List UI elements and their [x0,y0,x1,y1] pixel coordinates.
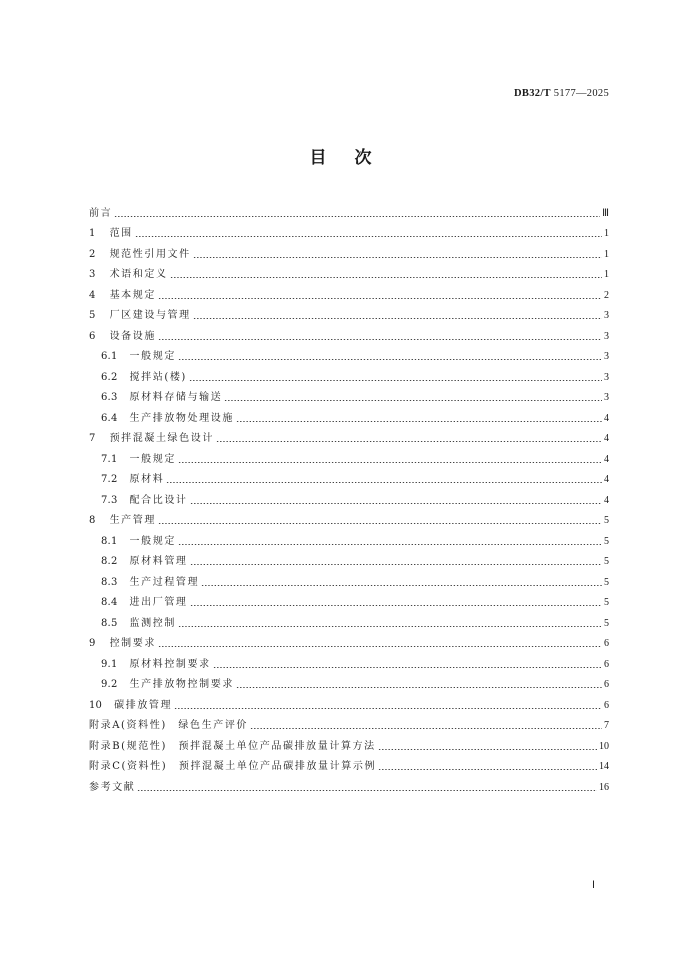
toc-entry-number: 6 [89,330,96,342]
toc-entry[interactable] [89,732,609,753]
dot-leader [190,564,602,565]
dot-leader [378,769,597,770]
toc-entry-number: 8.4 [101,597,118,608]
toc-entry-page: 4 [604,474,609,485]
toc-entry-page: 7 [604,720,609,731]
toc-entry-title: 一般规定 [129,535,176,547]
dot-leader [216,441,602,442]
toc-entry[interactable] [89,199,609,220]
toc-entry-title: 附录B(规范性) 预拌混凝土单位产品碳排放量计算方法 [89,740,376,752]
toc-entry[interactable] [89,466,609,487]
page-number: Ⅰ [592,880,595,891]
toc-entry-title: 设备设施 [109,330,156,342]
toc-entry-number: 8 [89,515,96,526]
toc-entry[interactable] [89,753,609,774]
toc-entry-page: 4 [604,494,609,506]
toc-entry[interactable] [89,630,609,651]
toc-entry-number: 9 [89,638,96,649]
toc-entry-title: 碳排放管理 [114,699,173,711]
toc-entry[interactable] [89,650,609,671]
toc-entry-number: 6.3 [101,392,118,403]
dot-leader [250,728,602,729]
toc-entry[interactable] [89,384,609,405]
standard-code: 5177—2025 [553,88,609,99]
toc-entry-number: 7.3 [101,494,118,506]
toc-entry-number: 7.1 [101,453,118,465]
toc-entry[interactable] [89,589,609,610]
toc-entry-title: 预拌混凝土绿色设计 [109,433,214,444]
toc-entry-title: 进出厂管理 [129,597,188,608]
toc-entry-title: 范围 [109,228,133,239]
toc-entry[interactable] [89,425,609,446]
toc-entry-page: 6 [604,679,609,690]
toc-entry-title: 生产管理 [109,515,156,526]
toc-entry[interactable] [89,404,609,425]
toc-entry-page: 1 [604,269,609,280]
toc-entry-title: 参考文献 [89,781,136,793]
toc-entry-page: 1 [604,228,609,239]
toc-entry-number: 6.2 [101,371,118,383]
toc-entry-title: 原材料控制要求 [129,658,211,670]
dot-leader [174,708,602,709]
toc-entry-page: 5 [604,576,609,588]
toc-entry[interactable] [89,302,609,323]
toc-entry-page: 4 [604,453,609,465]
toc-entry-number: 9.2 [101,679,118,690]
dot-leader [193,257,602,258]
toc-entry[interactable] [89,712,609,733]
toc-entry-title: 规范性引用文件 [109,248,191,260]
toc-entry-page: 6 [604,638,609,649]
dot-leader [178,462,602,463]
toc-entry-number: 6.4 [101,412,118,424]
toc-entry-page: 6 [604,699,609,711]
toc-entry-number: 5 [89,310,96,321]
toc-entry-page: 5 [604,597,609,608]
toc-entry-page: 5 [604,617,609,629]
toc-entry-title: 搅拌站(楼) [129,371,187,383]
toc-entry-title: 附录A(资料性) 绿色生产评价 [89,720,249,731]
toc-entry-title: 控制要求 [109,638,156,649]
toc-entry-title: 生产排放物处理设施 [129,412,234,424]
toc-entry-page: 1 [604,248,609,260]
toc-entry[interactable] [89,691,609,712]
toc-entry-number: 8.1 [101,535,118,547]
toc-entry-number: 4 [89,289,96,301]
dot-leader [213,667,602,668]
toc-entry-page: 5 [604,515,609,526]
toc-entry-page: 10 [599,740,609,752]
toc-entry[interactable] [89,773,609,794]
table-of-contents [89,199,609,794]
toc-entry-title: 前言 [89,207,113,219]
toc-entry-title: 生产过程管理 [129,576,200,588]
dot-leader [224,400,602,401]
toc-entry-number: 8.3 [101,576,118,588]
toc-entry-number: 10 [89,699,103,711]
dot-leader [137,790,597,791]
toc-entry-page: 2 [604,289,609,301]
toc-entry[interactable] [89,609,609,630]
toc-entry-page: 6 [604,658,609,670]
toc-title: 目次 [309,148,400,168]
toc-entry[interactable] [89,568,609,589]
dot-leader [189,380,602,381]
toc-entry-title: 原材料管理 [129,556,188,567]
toc-entry-number: 6.1 [101,351,118,362]
toc-entry-title: 配合比设计 [129,494,188,506]
toc-entry-title: 一般规定 [129,453,176,465]
toc-entry-title: 厂区建设与管理 [109,310,191,321]
dot-leader [170,277,602,278]
toc-entry[interactable] [89,486,609,507]
standard-prefix: DB32/T [514,88,551,99]
dot-leader [178,626,602,627]
dot-leader [190,503,602,504]
dot-leader [178,544,602,545]
toc-entry-title: 原材料存储与输送 [129,392,223,403]
toc-entry[interactable] [89,527,609,548]
toc-entry[interactable] [89,507,609,528]
toc-entry-page: 4 [604,412,609,424]
toc-entry-number: 3 [89,269,96,280]
toc-entry-number: 1 [89,228,96,239]
dot-leader [158,523,602,524]
toc-entry[interactable] [89,322,609,343]
toc-entry-number: 7 [89,433,96,444]
toc-entry[interactable] [89,240,609,261]
dot-leader [135,236,602,237]
toc-entry-page: 3 [604,371,609,383]
toc-entry-number: 2 [89,248,96,260]
dot-leader [193,318,602,319]
toc-entry[interactable] [89,220,609,241]
toc-entry-page: Ⅲ [602,207,609,219]
toc-entry-title: 基本规定 [109,289,156,301]
toc-entry[interactable] [89,445,609,466]
toc-entry-page: 14 [599,761,609,772]
dot-leader [158,646,602,647]
dot-leader [190,605,602,606]
toc-entry[interactable] [89,343,609,364]
toc-entry-title: 一般规定 [129,351,176,362]
toc-entry-number: 7.2 [101,474,118,485]
toc-entry[interactable] [89,671,609,692]
toc-entry[interactable] [89,363,609,384]
dot-leader [158,339,602,340]
toc-entry-title: 监测控制 [129,617,176,629]
toc-entry[interactable] [89,261,609,282]
toc-entry-page: 5 [604,535,609,547]
dot-leader [378,749,597,750]
toc-entry-title: 原材料 [129,474,165,485]
toc-entry-page: 3 [604,310,609,321]
dot-leader [166,482,602,483]
dot-leader [114,216,600,217]
toc-entry-page: 3 [604,351,609,362]
dot-leader [178,359,602,360]
dot-leader [236,687,602,688]
toc-entry-page: 5 [604,556,609,567]
toc-entry-title: 附录C(资料性) 预拌混凝土单位产品碳排放量计算示例 [89,761,377,772]
dot-leader [236,421,602,422]
dot-leader [158,298,602,299]
toc-entry-number: 9.1 [101,658,118,670]
toc-entry-page: 3 [604,392,609,403]
standard-number [514,88,609,99]
toc-entry-page: 4 [604,433,609,444]
toc-entry[interactable] [89,548,609,569]
dot-leader [201,585,602,586]
toc-entry-number: 8.5 [101,617,118,629]
toc-entry-page: 3 [604,330,609,342]
toc-entry-page: 16 [599,781,609,793]
toc-entry-title: 术语和定义 [109,269,168,280]
toc-entry-number: 8.2 [101,556,118,567]
toc-entry-title: 生产排放物控制要求 [129,679,234,690]
toc-entry[interactable] [89,281,609,302]
